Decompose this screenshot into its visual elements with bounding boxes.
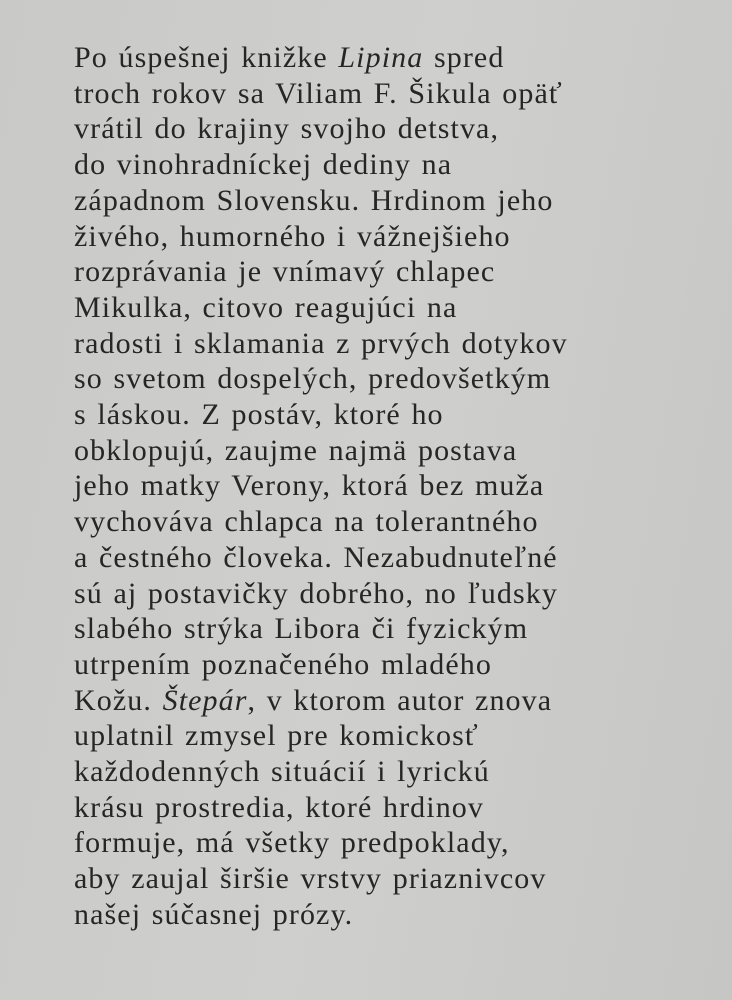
text-segment: sú aj postavičky dobrého, no ľudsky bbox=[74, 576, 558, 610]
text-segment: každodenných situácií i lyrickú bbox=[74, 755, 490, 789]
text-segment: Mikulka, citovo reagujúci na bbox=[74, 290, 458, 324]
text-line bbox=[74, 147, 568, 183]
text-segment: živého, humorného i vážnejšieho bbox=[74, 219, 511, 253]
book-title-italic: Lipina bbox=[338, 41, 424, 74]
text-line bbox=[74, 183, 568, 219]
text-line bbox=[74, 683, 568, 719]
text-segment: so svetom dospelých, predovšetkým bbox=[74, 362, 552, 396]
text-segment: západnom Slovensku. Hrdinom jeho bbox=[74, 183, 554, 217]
text-segment: jeho matky Verony, ktorá bez muža bbox=[74, 469, 545, 503]
text-line bbox=[74, 326, 568, 362]
text-line bbox=[74, 468, 568, 504]
text-segment: uplatnil zmysel pre komickosť bbox=[74, 719, 479, 753]
text-segment: vychováva chlapca na tolerantného bbox=[74, 505, 539, 539]
text-line bbox=[74, 433, 568, 469]
text-line bbox=[74, 576, 568, 612]
text-line bbox=[74, 397, 568, 433]
text-segment: formuje, má všetky predpoklady, bbox=[74, 826, 510, 860]
text-line bbox=[74, 754, 568, 790]
text-line bbox=[74, 254, 568, 290]
text-segment: Kožu. bbox=[74, 683, 163, 717]
text-segment: Po úspešnej knižke bbox=[74, 41, 339, 74]
text-segment: obklopujú, zaujme najmä postava bbox=[74, 433, 518, 467]
text-segment: krásu prostredia, ktoré hrdinov bbox=[74, 790, 485, 824]
text-line bbox=[74, 40, 568, 76]
text-line bbox=[74, 825, 568, 861]
text-segment: spred bbox=[423, 41, 505, 74]
text-segment: našej súčasnej prózy. bbox=[74, 897, 354, 931]
text-segment: utrpením poznačeného mladého bbox=[74, 647, 492, 681]
text-segment: aby zaujal širšie vrstvy priaznivcov bbox=[74, 862, 547, 896]
text-line bbox=[74, 718, 568, 754]
text-segment: radosti i sklamania z prvých dotykov bbox=[74, 326, 568, 360]
text-line bbox=[74, 790, 568, 826]
text-line bbox=[74, 861, 568, 897]
text-line bbox=[74, 76, 568, 112]
text-line bbox=[74, 361, 568, 397]
text-line bbox=[74, 290, 568, 326]
text-segment: slabého strýka Libora či fyzickým bbox=[74, 612, 529, 646]
text-segment: troch rokov sa Viliam F. Šikula opäť bbox=[74, 76, 563, 110]
text-segment: s láskou. Z postáv, ktoré ho bbox=[74, 398, 444, 432]
text-segment: , v ktorom autor znova bbox=[247, 683, 553, 717]
text-line bbox=[74, 897, 568, 933]
text-line bbox=[74, 219, 568, 255]
text-line bbox=[74, 611, 568, 647]
blurb-paragraph bbox=[74, 40, 568, 933]
text-line bbox=[74, 647, 568, 683]
text-line bbox=[74, 111, 568, 147]
text-segment: rozprávania je vnímavý chlapec bbox=[74, 255, 496, 289]
text-line bbox=[74, 504, 568, 540]
text-segment: vrátil do krajiny svojho detstva, bbox=[74, 112, 500, 146]
text-segment: a čestného človeka. Nezabudnuteľné bbox=[74, 540, 558, 574]
book-title-italic: Štepár bbox=[162, 683, 248, 717]
text-segment: do vinohradníckej dediny na bbox=[74, 148, 453, 182]
text-line bbox=[74, 540, 568, 576]
